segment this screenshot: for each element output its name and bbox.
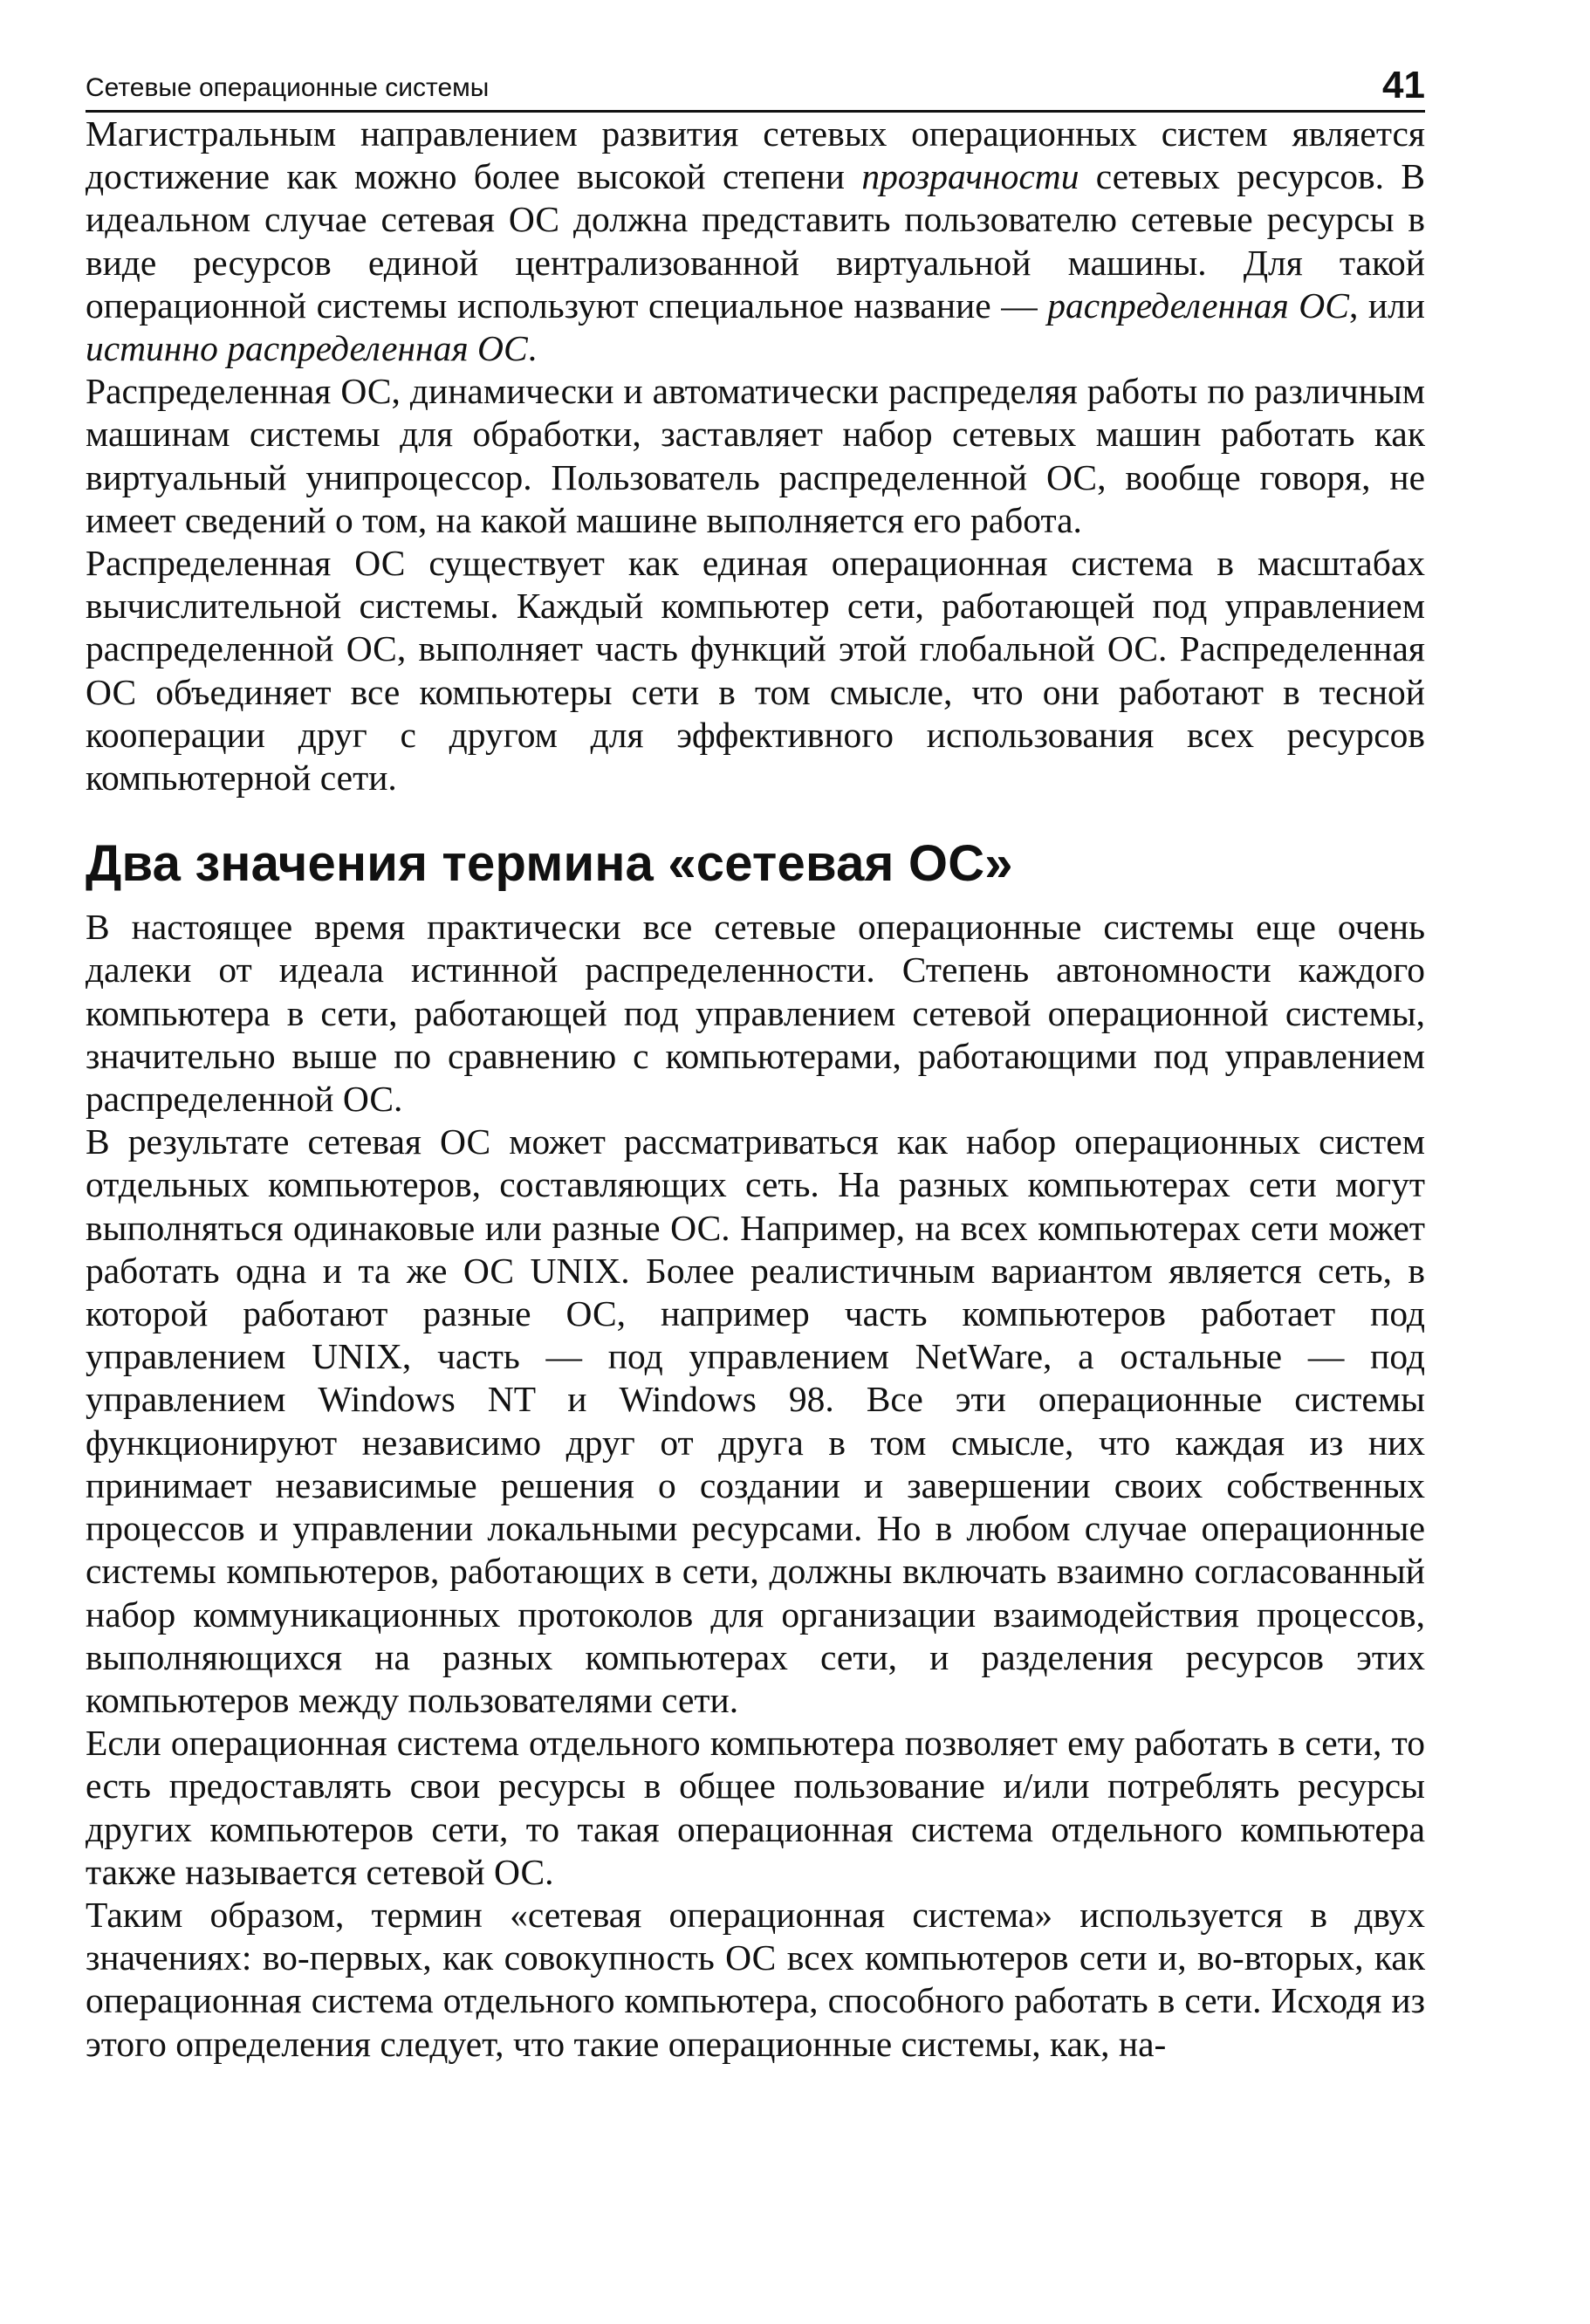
- paragraph-text: сетевых ресурсов. В идеальном случае сетевая ОС должна представить пользователю сетевые ресурсы в виде ресурсов единой централизованной виртуальной машины. Для такой операционной системы используют специальное название —: [86, 156, 1425, 326]
- running-header: [86, 52, 1425, 113]
- paragraph-transparency: [86, 113, 1425, 370]
- paragraph-text: , или: [1348, 285, 1425, 326]
- paragraph-virtual-uniprocessor: Распределенная ОС, динамически и автоматически распределяя работы по различным машинам системы для обработки, заставляет набор сетевых машин работать как виртуальный унипроцессор. Пользователь распределенной ОС, вообще говоря, не имеет сведений о том, на какой машине выполняется его работа.: [86, 371, 1425, 540]
- paragraph-set-of-os: В результате сетевая ОС может рассматриваться как набор операционных систем отдельных компьютеров, составляющих сеть. На разных компьютерах сети могут выполняться одинаковые или разные ОС. Например, на всех компьютерах сети может работать одна и та же ОС UNIX. Более реалистичным вариантом является сеть, в которой работают разные ОС, например часть компьютеров работает под управлением UNIX, часть — под управлением NetWare, а остальные — под управлением Windows NT и Windows 98. Все эти операционные системы функционируют независимо друг от друга в том смысле, что каждая из них принимает независимые решения о создании и завершении своих собственных процессов и управлении локальными ресурсами. Но в любом случае операционные системы компьютеров, работающих в сети, должны включать взаимно согласованный набор коммуникационных протоколов для организации взаимодействия процессов, выполняющихся на разных компьютерах сети, и разделения ресурсов этих компьютеров между пользователями сети.: [86, 1121, 1425, 1720]
- running-header-title: Сетевые операционные системы: [86, 73, 490, 102]
- term-transparency: прозрачности: [861, 156, 1079, 197]
- page-number: 41: [1382, 64, 1425, 106]
- book-page: [86, 52, 1425, 2066]
- section-heading: Два значения термина «сетевая ОС»: [86, 835, 1013, 893]
- body-text: [86, 113, 1425, 2066]
- term-truly-distributed-os: истинно распределенная ОС: [86, 328, 528, 369]
- paragraph-text: .: [527, 328, 538, 369]
- paragraph-two-meanings: Таким образом, термин «сетевая операционная система» используется в двух значениях: во-первых, как совокупность ОС всех компьютеров сети и, во-вторых, как операционная система отдельного компьютера, способного работать в сети. Исходя из этого определения следует, что такие операционные системы, как, на-: [86, 1894, 1425, 2064]
- paragraph-text: Магистральным направлением развития сетевых операционных систем является достижение как можно более высокой степени: [86, 113, 1425, 197]
- paragraph-autonomy: В настоящее время практически все сетевые операционные системы еще очень далеки от идеала истинной распределенности. Степень автономности каждого компьютера в сети, работающей под управлением сетевой операционной системы, значительно выше по сравнению с компьютерами, работающими под управлением распределенной ОС.: [86, 907, 1425, 1120]
- paragraph-single-os: Распределенная ОС существует как единая операционная система в масштабах вычислительной системы. Каждый компьютер сети, работающей под управлением распределенной ОС, выполняет часть функций этой глобальной ОС. Распределенная ОС объединяет все компьютеры сети в том смысле, что они работают в тесной кооперации друг с другом для эффективного использования всех ресурсов компьютерной сети.: [86, 543, 1425, 799]
- paragraph-single-computer-os: Если операционная система отдельного компьютера позволяет ему работать в сети, то есть предоставлять свои ресурсы в общее пользование и/или потреблять ресурсы других компьютеров сети, то такая операционная система отдельного компьютера также называется сетевой ОС.: [86, 1723, 1425, 1892]
- term-distributed-os: распределенная ОС: [1047, 285, 1349, 326]
